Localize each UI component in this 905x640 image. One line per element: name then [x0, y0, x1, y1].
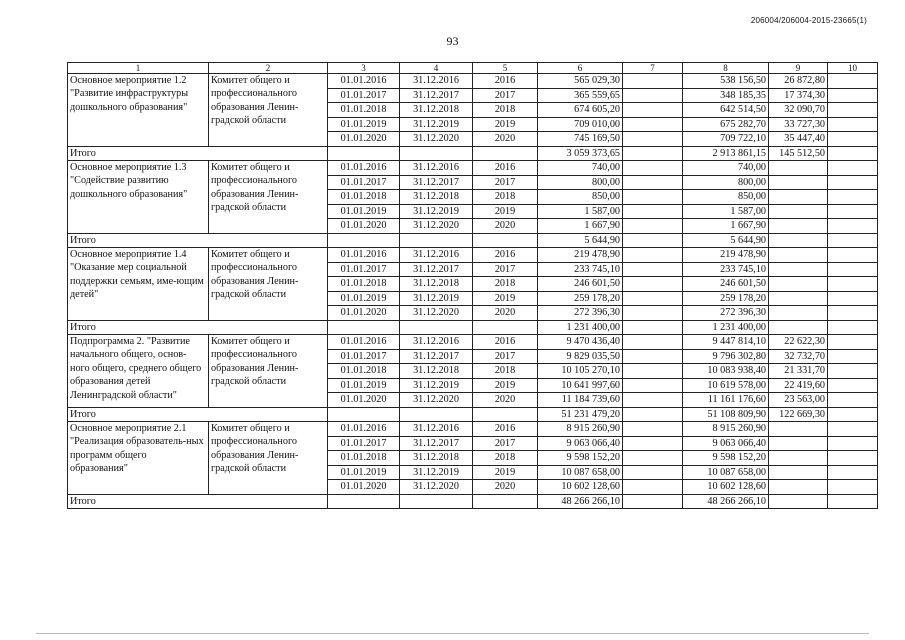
- total-row: [68, 494, 878, 509]
- table-cell: [473, 233, 538, 248]
- total-label: Итого: [68, 407, 328, 422]
- table-cell: 2017: [473, 175, 538, 190]
- table-cell: [828, 74, 878, 89]
- table-cell: 01.01.2018: [328, 277, 400, 292]
- table-cell: 01.01.2019: [328, 204, 400, 219]
- table-cell: [623, 335, 683, 350]
- column-number: 8: [683, 63, 769, 74]
- table-cell: 2017: [473, 88, 538, 103]
- table-cell: [769, 451, 828, 466]
- table-cell: 2017: [473, 349, 538, 364]
- table-cell: 1 587,00: [538, 204, 623, 219]
- table-cell: 2020: [473, 219, 538, 234]
- table-cell: 2019: [473, 291, 538, 306]
- table-cell: 9 063 066,40: [538, 436, 623, 451]
- table-cell: [623, 465, 683, 480]
- total-row: [68, 407, 878, 422]
- table-cell: 31.12.2017: [400, 262, 473, 277]
- total-cell: [623, 494, 683, 509]
- table-cell: 565 029,30: [538, 74, 623, 89]
- table-cell: 31.12.2020: [400, 219, 473, 234]
- table-cell: [828, 465, 878, 480]
- table-cell: [623, 190, 683, 205]
- table-cell: 31.12.2018: [400, 364, 473, 379]
- table-cell: 10 087 658,00: [683, 465, 769, 480]
- table-cell: [769, 436, 828, 451]
- column-number: 1: [68, 63, 209, 74]
- table-cell: 01.01.2019: [328, 465, 400, 480]
- table-cell: [623, 161, 683, 176]
- total-cell: [623, 320, 683, 335]
- table-cell: [828, 132, 878, 147]
- total-cell: [769, 233, 828, 248]
- total-cell: [623, 407, 683, 422]
- table-cell: 01.01.2016: [328, 422, 400, 437]
- table-cell: 01.01.2020: [328, 306, 400, 321]
- table-cell: 2019: [473, 378, 538, 393]
- table-cell: 31.12.2017: [400, 175, 473, 190]
- table-cell: 674 605,20: [538, 103, 623, 118]
- table-cell: 01.01.2020: [328, 132, 400, 147]
- table-cell: [828, 277, 878, 292]
- table-cell: [828, 393, 878, 408]
- table-cell: [623, 277, 683, 292]
- activity-name-cell: Основное мероприятие 1.4 "Оказание мер социальной поддержки семьям, име-ющим детей": [68, 248, 209, 321]
- table-cell: [623, 451, 683, 466]
- table-cell: [828, 204, 878, 219]
- table-cell: [623, 393, 683, 408]
- table-cell: 10 105 270,10: [538, 364, 623, 379]
- table-cell: 2016: [473, 74, 538, 89]
- activity-name-cell: Основное мероприятие 1.3 "Содействие развитию дошкольного образования": [68, 161, 209, 234]
- column-number: 4: [400, 63, 473, 74]
- column-number: 10: [828, 63, 878, 74]
- table-cell: 246 601,50: [538, 277, 623, 292]
- table-cell: 2018: [473, 451, 538, 466]
- total-cell: 48 266 266,10: [683, 494, 769, 509]
- table-row: [68, 248, 878, 263]
- total-cell: [769, 494, 828, 509]
- table-cell: 21 331,70: [769, 364, 828, 379]
- table-cell: [623, 74, 683, 89]
- table-cell: 33 727,30: [769, 117, 828, 132]
- table-cell: 31.12.2016: [400, 74, 473, 89]
- total-cell: 51 108 809,90: [683, 407, 769, 422]
- table-cell: 32 732,70: [769, 349, 828, 364]
- table-cell: [828, 378, 878, 393]
- table-cell: 31.12.2018: [400, 277, 473, 292]
- table-cell: [328, 320, 400, 335]
- table-cell: 01.01.2019: [328, 378, 400, 393]
- table-cell: 17 374,30: [769, 88, 828, 103]
- table-cell: 22 622,30: [769, 335, 828, 350]
- table-cell: 31.12.2016: [400, 335, 473, 350]
- table-cell: 709 722,10: [683, 132, 769, 147]
- table-cell: [623, 262, 683, 277]
- table-cell: 9 470 436,40: [538, 335, 623, 350]
- executor-cell: Комитет общего и профессионального образования Ленин-градской области: [209, 161, 328, 234]
- table-cell: 01.01.2016: [328, 248, 400, 263]
- table-cell: 31.12.2020: [400, 306, 473, 321]
- table-cell: 2018: [473, 190, 538, 205]
- table-cell: 9 063 066,40: [683, 436, 769, 451]
- table-cell: 10 083 938,40: [683, 364, 769, 379]
- table-cell: [828, 364, 878, 379]
- table-cell: 32 090,70: [769, 103, 828, 118]
- table-cell: 538 156,50: [683, 74, 769, 89]
- total-cell: 145 512,50: [769, 146, 828, 161]
- table-cell: [623, 306, 683, 321]
- table-cell: [828, 190, 878, 205]
- table-cell: 31.12.2019: [400, 465, 473, 480]
- total-cell: [828, 233, 878, 248]
- total-row: [68, 146, 878, 161]
- table-body: [68, 63, 878, 509]
- table-cell: 740,00: [538, 161, 623, 176]
- total-cell: [828, 146, 878, 161]
- table-cell: 01.01.2018: [328, 103, 400, 118]
- table-cell: 10 087 658,00: [538, 465, 623, 480]
- executor-cell: Комитет общего и профессионального образования Ленин-градской области: [209, 335, 328, 408]
- financing-table: [67, 62, 878, 509]
- document-id: 206004/206004-2015-23665(1): [750, 16, 867, 25]
- table-cell: 11 184 739,60: [538, 393, 623, 408]
- executor-cell: Комитет общего и профессионального образования Ленин-градской области: [209, 248, 328, 321]
- table-cell: 01.01.2019: [328, 291, 400, 306]
- total-cell: 1 231 400,00: [538, 320, 623, 335]
- table-cell: 800,00: [538, 175, 623, 190]
- table-cell: 850,00: [538, 190, 623, 205]
- table-cell: 10 602 128,60: [683, 480, 769, 495]
- table-cell: 2016: [473, 422, 538, 437]
- table-cell: [828, 117, 878, 132]
- column-number: 5: [473, 63, 538, 74]
- table-cell: [828, 219, 878, 234]
- table-cell: [473, 407, 538, 422]
- table-cell: [623, 349, 683, 364]
- total-cell: [828, 320, 878, 335]
- column-number-row: [68, 63, 878, 74]
- column-number: 2: [209, 63, 328, 74]
- table-cell: 10 641 997,60: [538, 378, 623, 393]
- table-cell: 31.12.2019: [400, 204, 473, 219]
- column-number: 7: [623, 63, 683, 74]
- table-cell: 23 563,00: [769, 393, 828, 408]
- table-cell: 01.01.2017: [328, 175, 400, 190]
- table-cell: 01.01.2020: [328, 219, 400, 234]
- table-cell: [828, 262, 878, 277]
- table-cell: 31.12.2020: [400, 480, 473, 495]
- total-cell: [769, 320, 828, 335]
- table-cell: 26 872,80: [769, 74, 828, 89]
- table-cell: 850,00: [683, 190, 769, 205]
- table-cell: [828, 291, 878, 306]
- table-cell: 01.01.2018: [328, 451, 400, 466]
- table-cell: 2018: [473, 103, 538, 118]
- table-cell: [623, 88, 683, 103]
- total-cell: 48 266 266,10: [538, 494, 623, 509]
- total-label: Итого: [68, 494, 328, 509]
- total-cell: 122 669,30: [769, 407, 828, 422]
- total-cell: [828, 407, 878, 422]
- table-cell: [769, 277, 828, 292]
- column-number: 3: [328, 63, 400, 74]
- table-cell: 9 796 302,80: [683, 349, 769, 364]
- table-cell: 9 829 035,50: [538, 349, 623, 364]
- total-cell: [623, 146, 683, 161]
- total-cell: 3 059 373,65: [538, 146, 623, 161]
- table-cell: [769, 204, 828, 219]
- table-cell: 22 419,60: [769, 378, 828, 393]
- table-cell: 1 587,00: [683, 204, 769, 219]
- table-cell: 219 478,90: [683, 248, 769, 263]
- table-row: [68, 74, 878, 89]
- table-cell: [828, 436, 878, 451]
- table-cell: 2016: [473, 161, 538, 176]
- total-cell: 5 644,90: [683, 233, 769, 248]
- table-cell: [828, 88, 878, 103]
- table-cell: [769, 190, 828, 205]
- table-cell: 01.01.2018: [328, 190, 400, 205]
- table-cell: 31.12.2016: [400, 248, 473, 263]
- table-cell: 10 619 578,00: [683, 378, 769, 393]
- table-cell: [328, 233, 400, 248]
- table-cell: [623, 175, 683, 190]
- table-cell: [328, 146, 400, 161]
- table-cell: 2020: [473, 132, 538, 147]
- table-cell: 233 745,10: [538, 262, 623, 277]
- table-cell: 31.12.2016: [400, 422, 473, 437]
- table-cell: 2019: [473, 204, 538, 219]
- table-cell: 31.12.2018: [400, 103, 473, 118]
- table-cell: [769, 422, 828, 437]
- table-row: [68, 422, 878, 437]
- table-cell: 1 667,90: [538, 219, 623, 234]
- table-cell: [769, 175, 828, 190]
- total-cell: 5 644,90: [538, 233, 623, 248]
- executor-cell: Комитет общего и профессионального образования Ленин-градской области: [209, 74, 328, 147]
- table-cell: 2018: [473, 364, 538, 379]
- table-cell: [828, 422, 878, 437]
- table-cell: 740,00: [683, 161, 769, 176]
- table-row: [68, 161, 878, 176]
- table-cell: 642 514,50: [683, 103, 769, 118]
- activity-name-cell: Основное мероприятие 2.1 "Реализация образователь-ных программ общего образования": [68, 422, 209, 495]
- table-cell: 01.01.2016: [328, 335, 400, 350]
- page-bottom-rule: [36, 633, 869, 634]
- table-cell: [623, 364, 683, 379]
- table-cell: [623, 248, 683, 263]
- column-number: 6: [538, 63, 623, 74]
- total-label: Итого: [68, 233, 328, 248]
- table-cell: [473, 320, 538, 335]
- table-cell: 2020: [473, 306, 538, 321]
- table-cell: [623, 219, 683, 234]
- table-cell: [473, 146, 538, 161]
- table-cell: 31.12.2017: [400, 88, 473, 103]
- table-cell: [623, 422, 683, 437]
- total-cell: 2 913 861,15: [683, 146, 769, 161]
- total-label: Итого: [68, 320, 328, 335]
- table-cell: [828, 349, 878, 364]
- table-cell: 709 010,00: [538, 117, 623, 132]
- table-cell: [400, 146, 473, 161]
- total-label: Итого: [68, 146, 328, 161]
- table-cell: 31.12.2020: [400, 393, 473, 408]
- table-cell: [769, 291, 828, 306]
- table-cell: 01.01.2018: [328, 364, 400, 379]
- table-cell: [473, 494, 538, 509]
- table-cell: 259 178,20: [683, 291, 769, 306]
- total-row: [68, 320, 878, 335]
- table-cell: 675 282,70: [683, 117, 769, 132]
- table-cell: 8 915 260,90: [538, 422, 623, 437]
- total-cell: [828, 494, 878, 509]
- table-cell: [623, 378, 683, 393]
- table-cell: 2017: [473, 436, 538, 451]
- table-cell: [623, 291, 683, 306]
- table-cell: 01.01.2016: [328, 74, 400, 89]
- table-cell: 01.01.2019: [328, 117, 400, 132]
- table-cell: 219 478,90: [538, 248, 623, 263]
- table-cell: [400, 494, 473, 509]
- table-cell: 2016: [473, 248, 538, 263]
- table-cell: [828, 335, 878, 350]
- table-cell: [400, 320, 473, 335]
- table-cell: 2019: [473, 465, 538, 480]
- table-cell: 1 667,90: [683, 219, 769, 234]
- table-cell: [623, 103, 683, 118]
- table-cell: 01.01.2017: [328, 88, 400, 103]
- total-cell: 51 231 479,20: [538, 407, 623, 422]
- total-row: [68, 233, 878, 248]
- table-cell: [623, 117, 683, 132]
- table-cell: 233 745,10: [683, 262, 769, 277]
- table-cell: 2017: [473, 262, 538, 277]
- table-cell: 745 169,50: [538, 132, 623, 147]
- table-cell: 01.01.2020: [328, 480, 400, 495]
- column-number: 9: [769, 63, 828, 74]
- table-cell: 31.12.2017: [400, 349, 473, 364]
- table-cell: 31.12.2019: [400, 117, 473, 132]
- table-cell: 9 447 814,10: [683, 335, 769, 350]
- table-cell: 246 601,50: [683, 277, 769, 292]
- table-cell: 31.12.2019: [400, 291, 473, 306]
- table-cell: [328, 407, 400, 422]
- table-cell: 11 161 176,60: [683, 393, 769, 408]
- table-cell: 01.01.2017: [328, 436, 400, 451]
- table-cell: [769, 219, 828, 234]
- total-cell: [623, 233, 683, 248]
- table-cell: [328, 494, 400, 509]
- table-cell: 272 396,30: [683, 306, 769, 321]
- table-cell: 365 559,65: [538, 88, 623, 103]
- page-number: 93: [446, 34, 459, 48]
- table-cell: 31.12.2018: [400, 190, 473, 205]
- activity-name-cell: Основное мероприятие 1.2 "Развитие инфраструктуры дошкольного образования": [68, 74, 209, 147]
- table-cell: 2020: [473, 393, 538, 408]
- table-cell: 2016: [473, 335, 538, 350]
- table-cell: 35 447,40: [769, 132, 828, 147]
- table-cell: [623, 480, 683, 495]
- table-cell: [828, 451, 878, 466]
- table-cell: [623, 436, 683, 451]
- table-cell: 2018: [473, 277, 538, 292]
- table-cell: [769, 465, 828, 480]
- table-cell: 9 598 152,20: [538, 451, 623, 466]
- table-cell: [828, 161, 878, 176]
- table-cell: [400, 233, 473, 248]
- table-cell: [828, 103, 878, 118]
- executor-cell: Комитет общего и профессионального образования Ленин-градской области: [209, 422, 328, 495]
- table-cell: [828, 480, 878, 495]
- table-cell: 01.01.2016: [328, 161, 400, 176]
- table-cell: 272 396,30: [538, 306, 623, 321]
- table-cell: 2019: [473, 117, 538, 132]
- table-cell: [828, 306, 878, 321]
- table-cell: 01.01.2020: [328, 393, 400, 408]
- table-cell: 8 915 260,90: [683, 422, 769, 437]
- table-cell: [623, 132, 683, 147]
- table-cell: 9 598 152,20: [683, 451, 769, 466]
- table-cell: 31.12.2017: [400, 436, 473, 451]
- table-cell: [828, 175, 878, 190]
- activity-name-cell: Подпрограмма 2. "Развитие начального общего, основ-ного общего, среднего общего образования детей Ленинградской области": [68, 335, 209, 408]
- table-cell: 31.12.2020: [400, 132, 473, 147]
- table-cell: [769, 262, 828, 277]
- table-cell: [623, 204, 683, 219]
- table-cell: 10 602 128,60: [538, 480, 623, 495]
- table-cell: [769, 248, 828, 263]
- table-cell: 01.01.2017: [328, 349, 400, 364]
- table-cell: 31.12.2019: [400, 378, 473, 393]
- table-cell: 01.01.2017: [328, 262, 400, 277]
- table-cell: [400, 407, 473, 422]
- table-cell: [769, 306, 828, 321]
- total-cell: 1 231 400,00: [683, 320, 769, 335]
- table-cell: 31.12.2018: [400, 451, 473, 466]
- table-row: [68, 335, 878, 350]
- table-cell: 348 185,35: [683, 88, 769, 103]
- table-cell: 800,00: [683, 175, 769, 190]
- table-cell: 259 178,20: [538, 291, 623, 306]
- table-cell: [769, 161, 828, 176]
- table-cell: [769, 480, 828, 495]
- table-cell: [828, 248, 878, 263]
- table-cell: 31.12.2016: [400, 161, 473, 176]
- table-cell: 2020: [473, 480, 538, 495]
